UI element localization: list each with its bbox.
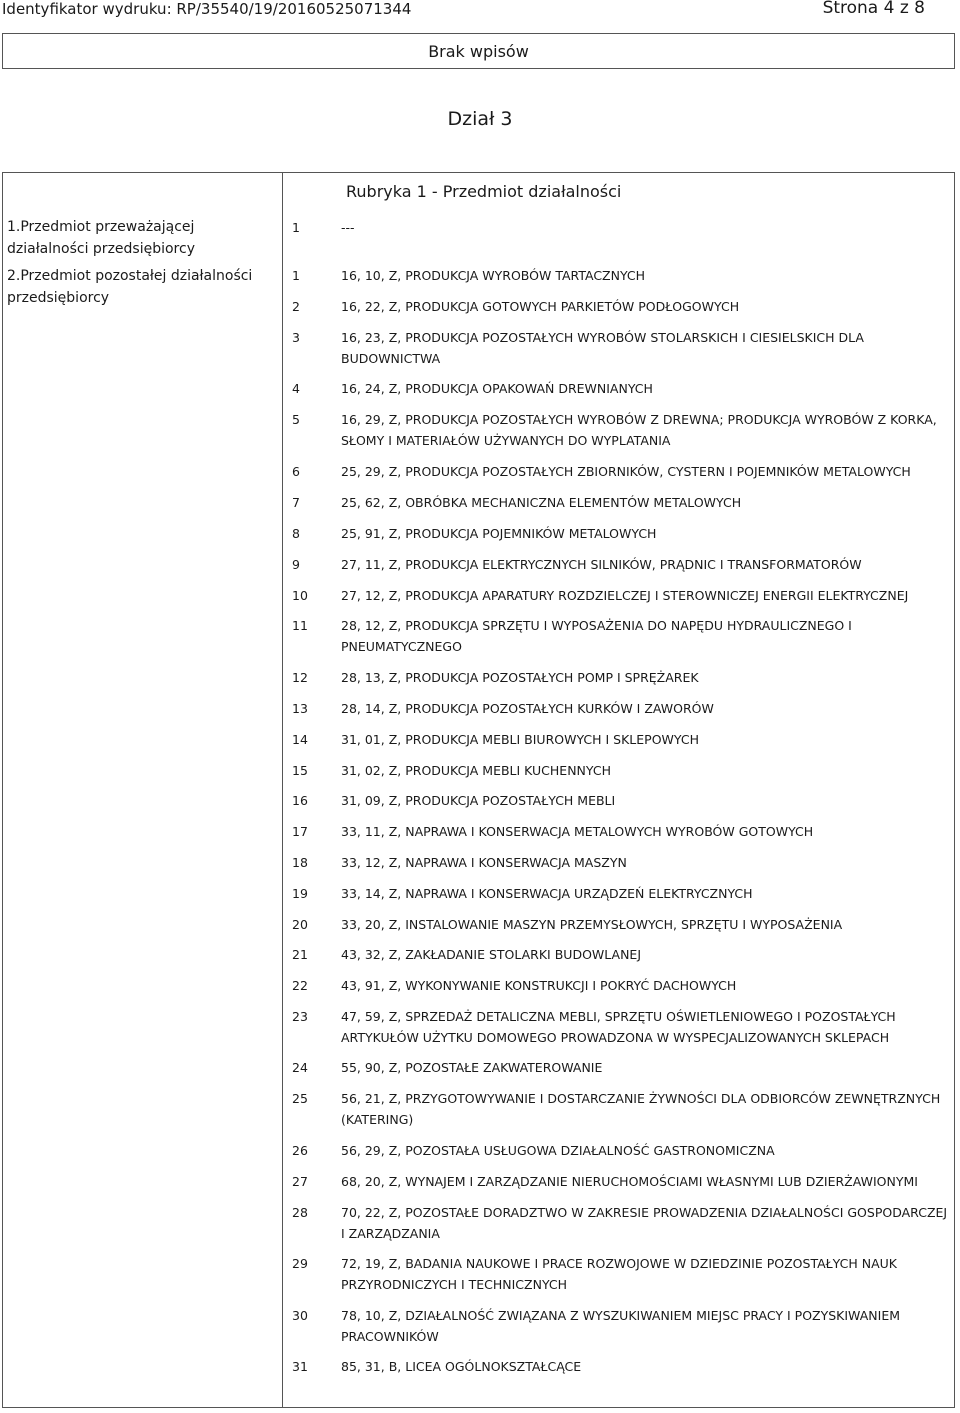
activity-text: 28, 13, Z, PRODUKCJA POZOSTAŁYCH POMP I SPRĘŻAREK [341, 670, 699, 685]
print-identifier: Identyfikator wydruku: RP/35540/19/20160525071344 [2, 0, 412, 18]
activity-number: 22 [292, 978, 308, 993]
main-activity-number: 1 [292, 220, 300, 235]
activity-number: 19 [292, 886, 308, 901]
activity-number: 25 [292, 1091, 308, 1106]
activity-text: 31, 01, Z, PRODUKCJA MEBLI BIUROWYCH I SKLEPOWYCH [341, 732, 699, 747]
activity-number: 7 [292, 495, 300, 510]
activity-text: 33, 12, Z, NAPRAWA I KONSERWACJA MASZYN [341, 855, 627, 870]
activity-text: 47, 59, Z, SPRZEDAŻ DETALICZNA MEBLI, SPRZĘTU OŚWIETLENIOWEGO I POZOSTAŁYCH ARTYKUŁÓW UŻYTKU DOMOWEGO PROWADZONA W WYSPECJALIZOWANYCH SKLEPACH [341, 1009, 896, 1045]
activity-text: 56, 21, Z, PRZYGOTOWYWANIE I DOSTARCZANIE ŻYWNOŚCI DLA ODBIORCÓW ZEWNĘTRZNYCH (KATERING) [341, 1091, 941, 1127]
activity-text: 33, 11, Z, NAPRAWA I KONSERWACJA METALOWYCH WYROBÓW GOTOWYCH [341, 824, 814, 839]
activity-text: 31, 02, Z, PRODUKCJA MEBLI KUCHENNYCH [341, 763, 611, 778]
other-activities-label: 2.Przedmiot pozostałej działalności przedsiębiorcy [7, 268, 253, 306]
rubric-table [2, 172, 955, 1408]
activity-text: 28, 14, Z, PRODUKCJA POZOSTAŁYCH KURKÓW I ZAWORÓW [341, 701, 714, 716]
activity-text: 33, 14, Z, NAPRAWA I KONSERWACJA URZĄDZEŃ ELEKTRYCZNYCH [341, 886, 753, 901]
activity-number: 3 [292, 330, 300, 345]
activity-number: 11 [292, 618, 308, 633]
activity-number: 27 [292, 1174, 308, 1189]
column-divider [282, 173, 283, 1407]
activity-number: 6 [292, 464, 300, 479]
activity-number: 10 [292, 588, 308, 603]
activity-text: 27, 11, Z, PRODUKCJA ELEKTRYCZNYCH SILNIKÓW, PRĄDNIC I TRANSFORMATORÓW [341, 557, 862, 572]
activity-text: 31, 09, Z, PRODUKCJA POZOSTAŁYCH MEBLI [341, 793, 616, 808]
main-activity-text: --- [341, 220, 355, 235]
no-entries-text: Brak wpisów [428, 41, 529, 61]
activity-number: 16 [292, 793, 308, 808]
activity-number: 23 [292, 1009, 308, 1024]
activity-text: 85, 31, B, LICEA OGÓLNOKSZTAŁCĄCE [341, 1359, 582, 1374]
activity-text: 16, 24, Z, PRODUKCJA OPAKOWAŃ DREWNIANYCH [341, 381, 653, 396]
activity-text: 70, 22, Z, POZOSTAŁE DORADZTWO W ZAKRESIE PROWADZENIA DZIAŁALNOŚCI GOSPODARCZEJ I ZARZĄDZANIA [341, 1205, 948, 1241]
activity-text: 25, 62, Z, OBRÓBKA MECHANICZNA ELEMENTÓW METALOWYCH [341, 495, 742, 510]
activity-number: 30 [292, 1308, 308, 1323]
rubric-title: Rubryka 1 - Przedmiot działalności [346, 182, 622, 201]
activity-number: 13 [292, 701, 308, 716]
activity-number: 4 [292, 381, 300, 396]
activity-number: 1 [292, 268, 300, 283]
activity-text: 33, 20, Z, INSTALOWANIE MASZYN PRZEMYSŁOWYCH, SPRZĘTU I WYPOSAŻENIA [341, 917, 843, 932]
activity-text: 68, 20, Z, WYNAJEM I ZARZĄDZANIE NIERUCHOMOŚCIAMI WŁASNYMI LUB DZIERŻAWIONYMI [341, 1174, 918, 1189]
activity-text: 25, 91, Z, PRODUKCJA POJEMNIKÓW METALOWYCH [341, 526, 657, 541]
section-title: Dział 3 [447, 108, 513, 130]
activity-number: 26 [292, 1143, 308, 1158]
activity-text: 78, 10, Z, DZIAŁALNOŚĆ ZWIĄZANA Z WYSZUKIWANIEM MIEJSC PRACY I POZYSKIWANIEM PRACOWNIKÓW [341, 1308, 900, 1344]
activity-number: 5 [292, 412, 300, 427]
activity-text: 72, 19, Z, BADANIA NAUKOWE I PRACE ROZWOJOWE W DZIEDZINIE POZOSTAŁYCH NAUK PRZYRODNICZYCH I TECHNICZNYCH [341, 1256, 897, 1292]
activity-number: 21 [292, 947, 308, 962]
activity-text: 16, 23, Z, PRODUKCJA POZOSTAŁYCH WYROBÓW STOLARSKICH I CIESIELSKICH DLA BUDOWNICTWA [341, 330, 864, 366]
activity-number: 12 [292, 670, 308, 685]
activity-text: 16, 10, Z, PRODUKCJA WYROBÓW TARTACZNYCH [341, 268, 646, 283]
activity-number: 17 [292, 824, 308, 839]
activity-number: 8 [292, 526, 300, 541]
no-entries-box [2, 33, 955, 69]
activity-number: 18 [292, 855, 308, 870]
activity-number: 31 [292, 1359, 308, 1374]
activity-text: 43, 32, Z, ZAKŁADANIE STOLARKI BUDOWLANEJ [341, 947, 642, 962]
activity-text: 16, 22, Z, PRODUKCJA GOTOWYCH PARKIETÓW PODŁOGOWYCH [341, 299, 740, 314]
activity-number: 2 [292, 299, 300, 314]
activity-text: 16, 29, Z, PRODUKCJA POZOSTAŁYCH WYROBÓW Z DREWNA; PRODUKCJA WYROBÓW Z KORKA, SŁOMY I MATERIAŁÓW UŻYWANYCH DO WYPLATANIA [341, 412, 937, 448]
activity-number: 28 [292, 1205, 308, 1220]
activity-number: 9 [292, 557, 300, 572]
activity-number: 24 [292, 1060, 308, 1075]
activity-number: 14 [292, 732, 308, 747]
main-activity-label: 1.Przedmiot przeważającej działalności przedsiębiorcy [7, 219, 195, 257]
page-number: Strona 4 z 8 [822, 0, 925, 18]
activity-text: 43, 91, Z, WYKONYWANIE KONSTRUKCJI I POKRYĆ DACHOWYCH [341, 978, 737, 993]
activity-text: 28, 12, Z, PRODUKCJA SPRZĘTU I WYPOSAŻENIA DO NAPĘDU HYDRAULICZNEGO I PNEUMATYCZNEGO [341, 618, 852, 654]
activity-text: 55, 90, Z, POZOSTAŁE ZAKWATEROWANIE [341, 1060, 603, 1075]
activity-text: 27, 12, Z, PRODUKCJA APARATURY ROZDZIELCZEJ I STEROWNICZEJ ENERGII ELEKTRYCZNEJ [341, 588, 909, 603]
activity-number: 20 [292, 917, 308, 932]
activity-text: 56, 29, Z, POZOSTAŁA USŁUGOWA DZIAŁALNOŚĆ GASTRONOMICZNA [341, 1143, 775, 1158]
activity-number: 29 [292, 1256, 308, 1271]
activity-number: 15 [292, 763, 308, 778]
activity-text: 25, 29, Z, PRODUKCJA POZOSTAŁYCH ZBIORNIKÓW, CYSTERN I POJEMNIKÓW METALOWYCH [341, 464, 911, 479]
